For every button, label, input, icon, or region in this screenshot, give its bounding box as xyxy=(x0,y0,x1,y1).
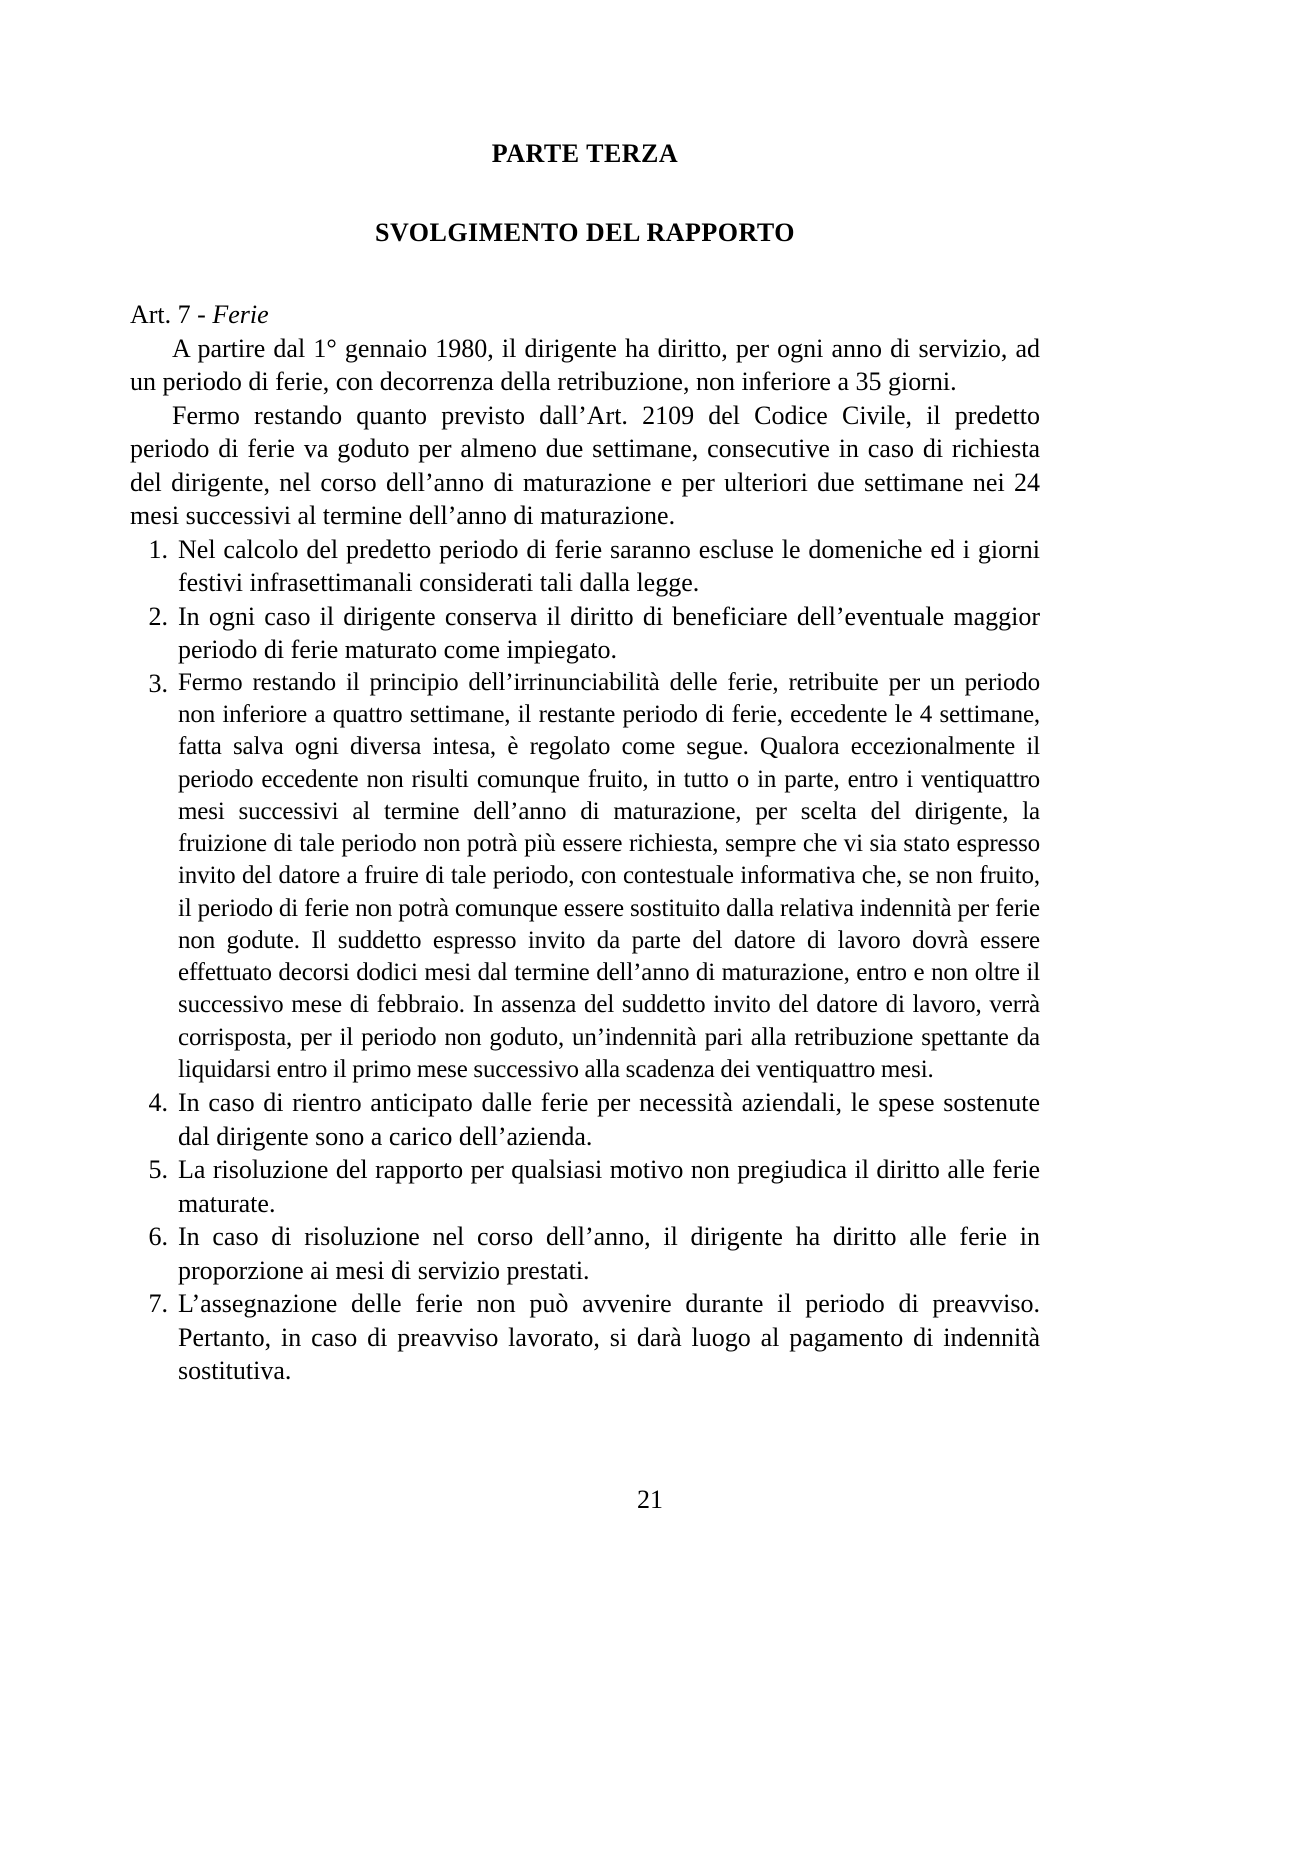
clause-text: Fermo restando il principio dell’irrinunciabilità delle ferie, retribuite per un periodo non inferiore a quattro settimane, il restante periodo di ferie, eccedente le 4 settimane, fatta salva ogni diversa intesa, è regolato come segue. Qualora eccezionalmente il periodo eccedente non risulti comunque fruito, in tutto o in parte, entro i ventiquattro mesi successivi al termine dell’anno di maturazione, per scelta del dirigente, la fruizione di tale periodo non potrà più essere richiesta, sempre che vi sia stato espresso invito del datore a fruire di tale periodo, con contestuale informativa che, se non fruito, il periodo di ferie non potrà comunque essere sostituito dalla relativa indennità per ferie non godute. Il suddetto espresso invito da parte del datore di lavoro dovrà essere effettuato decorsi dodici mesi dal termine dell’anno di maturazione, entro e non oltre il successivo mese di febbraio. In assenza del suddetto invito del datore di lavoro, verrà corrisposta, per il periodo non goduto, un’indennità pari alla retribuzione spettante da liquidarsi entro il primo mese successivo alla scadenza dei ventiquattro mesi. xyxy=(178,668,1040,1083)
clause-text: Nel calcolo del predetto periodo di ferie saranno escluse le domeniche ed i giorni festivi infrasettimanali considerati tali dalla legge. xyxy=(178,534,1040,598)
page-number: 21 xyxy=(637,1485,663,1514)
clause-item xyxy=(130,667,1040,1086)
clause-item xyxy=(130,1153,1040,1220)
article-title xyxy=(130,298,1040,331)
clause-number: 1. xyxy=(148,534,168,564)
clause-text: L’assegnazione delle ferie non può avvenire durante il periodo di preavviso. Pertanto, in caso di preavviso lavorato, si darà luogo al pagamento di indennità sostitutiva. xyxy=(178,1289,1040,1386)
clause-text: In caso di risoluzione nel corso dell’anno, il dirigente ha diritto alle ferie in proporzione ai mesi di servizio prestati. xyxy=(178,1222,1040,1285)
clause-number: 4. xyxy=(148,1088,168,1118)
clause-text: La risoluzione del rapporto per qualsiasi motivo non pregiudica il diritto alle ferie maturate. xyxy=(178,1155,1040,1218)
article-title-text: Ferie xyxy=(212,300,269,330)
clause-text: In ogni caso il dirigente conserva il diritto di beneficiare dell’eventuale maggior periodo di ferie maturato come impiegato. xyxy=(178,601,1040,665)
clause-item xyxy=(130,600,1040,667)
clause-text: In caso di rientro anticipato dalle ferie per necessità aziendali, le spese sostenute dal dirigente sono a carico dell’azienda. xyxy=(178,1088,1040,1151)
intro-paragraph-2: Fermo restando quanto previsto dall’Art. 2109 del Codice Civile, il predetto periodo di ferie va goduto per almeno due settimane, consecutive in caso di richiesta del dirigente, nel corso dell’anno di maturazione e per ulteriori due settimane nei 24 mesi successivi al termine dell’anno di maturazione. xyxy=(130,400,1040,531)
clause-item xyxy=(130,1086,1040,1153)
clause-number: 6. xyxy=(148,1222,168,1252)
clause-number: 5. xyxy=(148,1155,168,1185)
clause-number: 3. xyxy=(148,668,168,698)
clause-item xyxy=(130,1220,1040,1287)
clause-list xyxy=(130,533,1040,1388)
clause-item xyxy=(130,1287,1040,1388)
article-label: Art. 7 - xyxy=(130,300,213,330)
clause-number: 7. xyxy=(148,1289,168,1319)
clause-number: 2. xyxy=(148,601,168,631)
page-content xyxy=(130,120,1040,1388)
part-heading: PARTE TERZA xyxy=(491,139,679,168)
clause-item xyxy=(130,533,1040,600)
intro-paragraph-1: A partire dal 1° gennaio 1980, il dirigente ha diritto, per ogni anno di servizio, ad un periodo di ferie, con decorrenza della retribuzione, non inferiore a 35 giorni. xyxy=(130,333,1040,397)
section-heading: SVOLGIMENTO DEL RAPPORTO xyxy=(375,218,795,248)
